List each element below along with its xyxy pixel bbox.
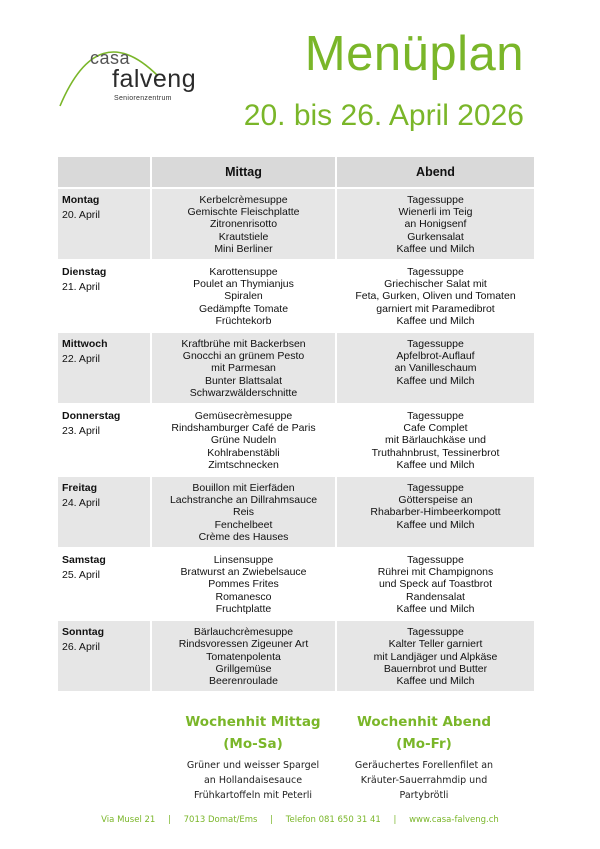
day-cell [58, 404, 151, 476]
dish-item: Griechischer Salat mit [384, 278, 487, 291]
table-row [58, 260, 534, 332]
dish-item: Kaffee und Milch [396, 374, 475, 387]
dish-item: Kerbelcrèmesuppe [199, 194, 288, 206]
dish-item: Schwarzwälderschnitte [189, 386, 298, 399]
dish-item: Apfelbrot-Auflauf [396, 350, 475, 363]
dish-item: Fruchtplatte [215, 602, 272, 615]
dish-item: Mini Berliner [214, 242, 273, 255]
dish-item: Rhabarber-Himbeerkompott [370, 506, 501, 519]
dish-item: Zimtschnecken [208, 458, 279, 471]
table-row [58, 188, 534, 260]
dish-item: Kraftbrühe mit Backerbsen [181, 338, 306, 351]
dish-item: Kaffee und Milch [396, 674, 475, 687]
dish-item: Randensalat [406, 590, 465, 603]
dish-item: und Speck auf Toastbrot [378, 578, 493, 591]
dish-item: an Honigsenf [404, 218, 467, 231]
dish-item: mit Landjäger und Alpkäse [373, 650, 498, 663]
day-date: 25. April [62, 569, 100, 582]
day-name: Montag [62, 194, 100, 206]
day-cell [58, 476, 151, 548]
day-name: Freitag [62, 482, 98, 495]
logo-falveng-text: falveng [112, 65, 197, 93]
dish-item: Truthahnbrust, Tessinerbrot [371, 446, 500, 459]
dish-item: Bärlauchcrèmesuppe [193, 626, 294, 639]
dish-item: Kalter Teller garniert [388, 638, 483, 651]
mittag-cell [151, 260, 336, 332]
wochenhit-mittag-days: (Mo-Sa) [223, 736, 283, 752]
page-title: Menüplan [304, 27, 524, 81]
dish-item: Kaffee und Milch [396, 518, 475, 531]
dish-item: Wienerli im Teig [398, 206, 473, 219]
abend-cell [336, 620, 534, 691]
wochenhit-line: Kräuter-Sauerrahmdip und [360, 775, 488, 786]
footer-phone: Telefon 081 650 31 41 [285, 815, 381, 825]
abend-cell [336, 548, 534, 620]
dish-item: Feta, Gurken, Oliven und Tomaten [355, 290, 516, 303]
dish-item: Grüne Nudeln [210, 434, 277, 447]
dish-item: an Vanilleschaum [394, 362, 477, 375]
day-date: 24. April [62, 497, 100, 510]
dish-item: Pommes Frites [208, 578, 279, 591]
mittag-cell [151, 188, 336, 260]
mittag-cell [151, 548, 336, 620]
day-cell [58, 188, 151, 260]
dish-item: Zitronenrisotto [209, 218, 278, 231]
dish-item: Karottensuppe [209, 266, 278, 279]
day-name: Mittwoch [62, 338, 108, 351]
day-column-header [58, 157, 151, 188]
footer-separator: | [168, 815, 171, 825]
dish-item: Kohlrabenstäbli [207, 446, 280, 459]
dish-item: Krautstiele [218, 230, 269, 243]
abend-cell [336, 332, 534, 404]
dish-item: Rührei mit Champignons [377, 566, 494, 579]
dish-item: Bauernbrot und Butter [383, 662, 488, 675]
table-row [58, 476, 534, 548]
dish-item: Fenchelbeet [214, 518, 273, 531]
wochenhit-line: an Hollandaisesauce [203, 775, 303, 786]
dish-item: Beerenroulade [209, 674, 278, 687]
wochenhit-mittag-title: Wochenhit Mittag [185, 714, 321, 730]
day-date: 22. April [62, 353, 100, 366]
dish-item: Gurkensalat [407, 230, 464, 243]
dish-item: Tomatenpolenta [206, 650, 281, 663]
dish-item: Cafe Complet [403, 422, 468, 435]
dish-item: Bratwurst an Zwiebelsauce [180, 566, 307, 579]
dish-item: Spiralen [224, 290, 263, 303]
dish-item: Romanesco [215, 590, 272, 603]
abend-cell [336, 260, 534, 332]
dish-item: Kaffee und Milch [396, 458, 475, 471]
table-row [58, 620, 534, 691]
dish-item: Früchtekorb [215, 314, 272, 327]
dish-item: Tagessuppe [407, 626, 464, 639]
dish-item: garniert mit Paramedibrot [376, 302, 495, 315]
dish-item: Kaffee und Milch [396, 314, 475, 327]
dish-item: Kaffee und Milch [396, 242, 475, 255]
day-cell [58, 332, 151, 404]
dish-item: Reis [232, 506, 254, 519]
wochenhit-abend-description [319, 758, 529, 803]
casa-falveng-logo [58, 36, 208, 108]
menu-body [58, 188, 534, 691]
logo-subtitle: Seniorenzentrum [114, 95, 172, 102]
mittag-cell [151, 332, 336, 404]
day-name: Sonntag [62, 626, 104, 639]
logo-casa-text: casa [90, 48, 131, 68]
dish-item: Bouillon mit Eierfäden [192, 482, 295, 495]
dish-item: Gedämpfte Tomate [198, 302, 289, 315]
table-row [58, 332, 534, 404]
dish-item: Gemüsecrèmesuppe [194, 410, 293, 423]
day-cell [58, 620, 151, 691]
wochenhit-abend-days: (Mo-Fr) [396, 736, 452, 752]
dish-item: Götterspeise an [398, 494, 473, 507]
abend-cell [336, 476, 534, 548]
day-date: 21. April [62, 281, 100, 294]
table-row [58, 548, 534, 620]
footer-separator: | [270, 815, 274, 825]
menu-header-row [58, 157, 534, 188]
footer-separator: | [393, 815, 397, 825]
day-date: 20. April [62, 209, 100, 222]
dish-item: Tagessuppe [407, 410, 464, 423]
dish-item: Tagessuppe [407, 194, 464, 206]
mittag-cell [151, 404, 336, 476]
abend-cell [336, 188, 534, 260]
footer-address: Via Musel 21 [101, 815, 156, 825]
wochenhit-line: Grüner und weisser Spargel [186, 760, 320, 771]
menu-table [58, 157, 534, 691]
date-range-subtitle: 20. bis 26. April 2026 [243, 99, 524, 132]
dish-item: Tagessuppe [407, 338, 464, 351]
footer [0, 815, 600, 825]
day-name: Dienstag [62, 266, 107, 279]
wochenhit-line: Geräuchertes Forellenfilet an [354, 760, 494, 771]
footer-city: 7013 Domat/Ems [183, 815, 258, 825]
dish-item: mit Parmesan [211, 362, 276, 375]
table-row [58, 404, 534, 476]
abend-column-header: Abend [336, 157, 534, 188]
dish-item: Tagessuppe [407, 554, 464, 567]
mittag-cell [151, 476, 336, 548]
dish-item: Linsensuppe [213, 554, 274, 567]
wochenhit-abend [319, 712, 529, 803]
wochenhit-line: Frühkartoffeln mit Peterli [193, 790, 313, 801]
dish-item: Rindsvoressen Zigeuner Art [178, 638, 309, 651]
dish-item: Grillgemüse [215, 662, 272, 675]
dish-item: Bunter Blattsalat [204, 374, 283, 387]
wochenhit-abend-title: Wochenhit Abend [357, 714, 491, 730]
mittag-cell [151, 620, 336, 691]
dish-item: Poulet an Thymianjus [193, 278, 294, 291]
dish-item: Gemischte Fleischplatte [187, 206, 300, 219]
dish-item: Tagessuppe [407, 266, 464, 279]
dish-item: mit Bärlauchkäse und [385, 434, 486, 447]
day-cell [58, 548, 151, 620]
day-date: 23. April [62, 425, 100, 438]
dish-item: Crème des Hauses [198, 530, 289, 543]
wochenhit-line: Partybrötli [399, 790, 449, 801]
dish-item: Tagessuppe [407, 482, 464, 495]
dish-item: Lachstranche an Dillrahmsauce [169, 494, 318, 507]
dish-item: Gnocchi an grünem Pesto [182, 350, 305, 363]
day-name: Samstag [62, 554, 106, 567]
mittag-column-header: Mittag [151, 157, 336, 188]
day-date: 26. April [62, 641, 100, 654]
footer-website-link[interactable]: www.casa-falveng.ch [409, 815, 499, 825]
dish-item: Rindshamburger Café de Paris [171, 422, 316, 435]
day-name: Donnerstag [62, 410, 121, 423]
day-cell [58, 260, 151, 332]
abend-cell [336, 404, 534, 476]
dish-item: Kaffee und Milch [396, 602, 475, 615]
